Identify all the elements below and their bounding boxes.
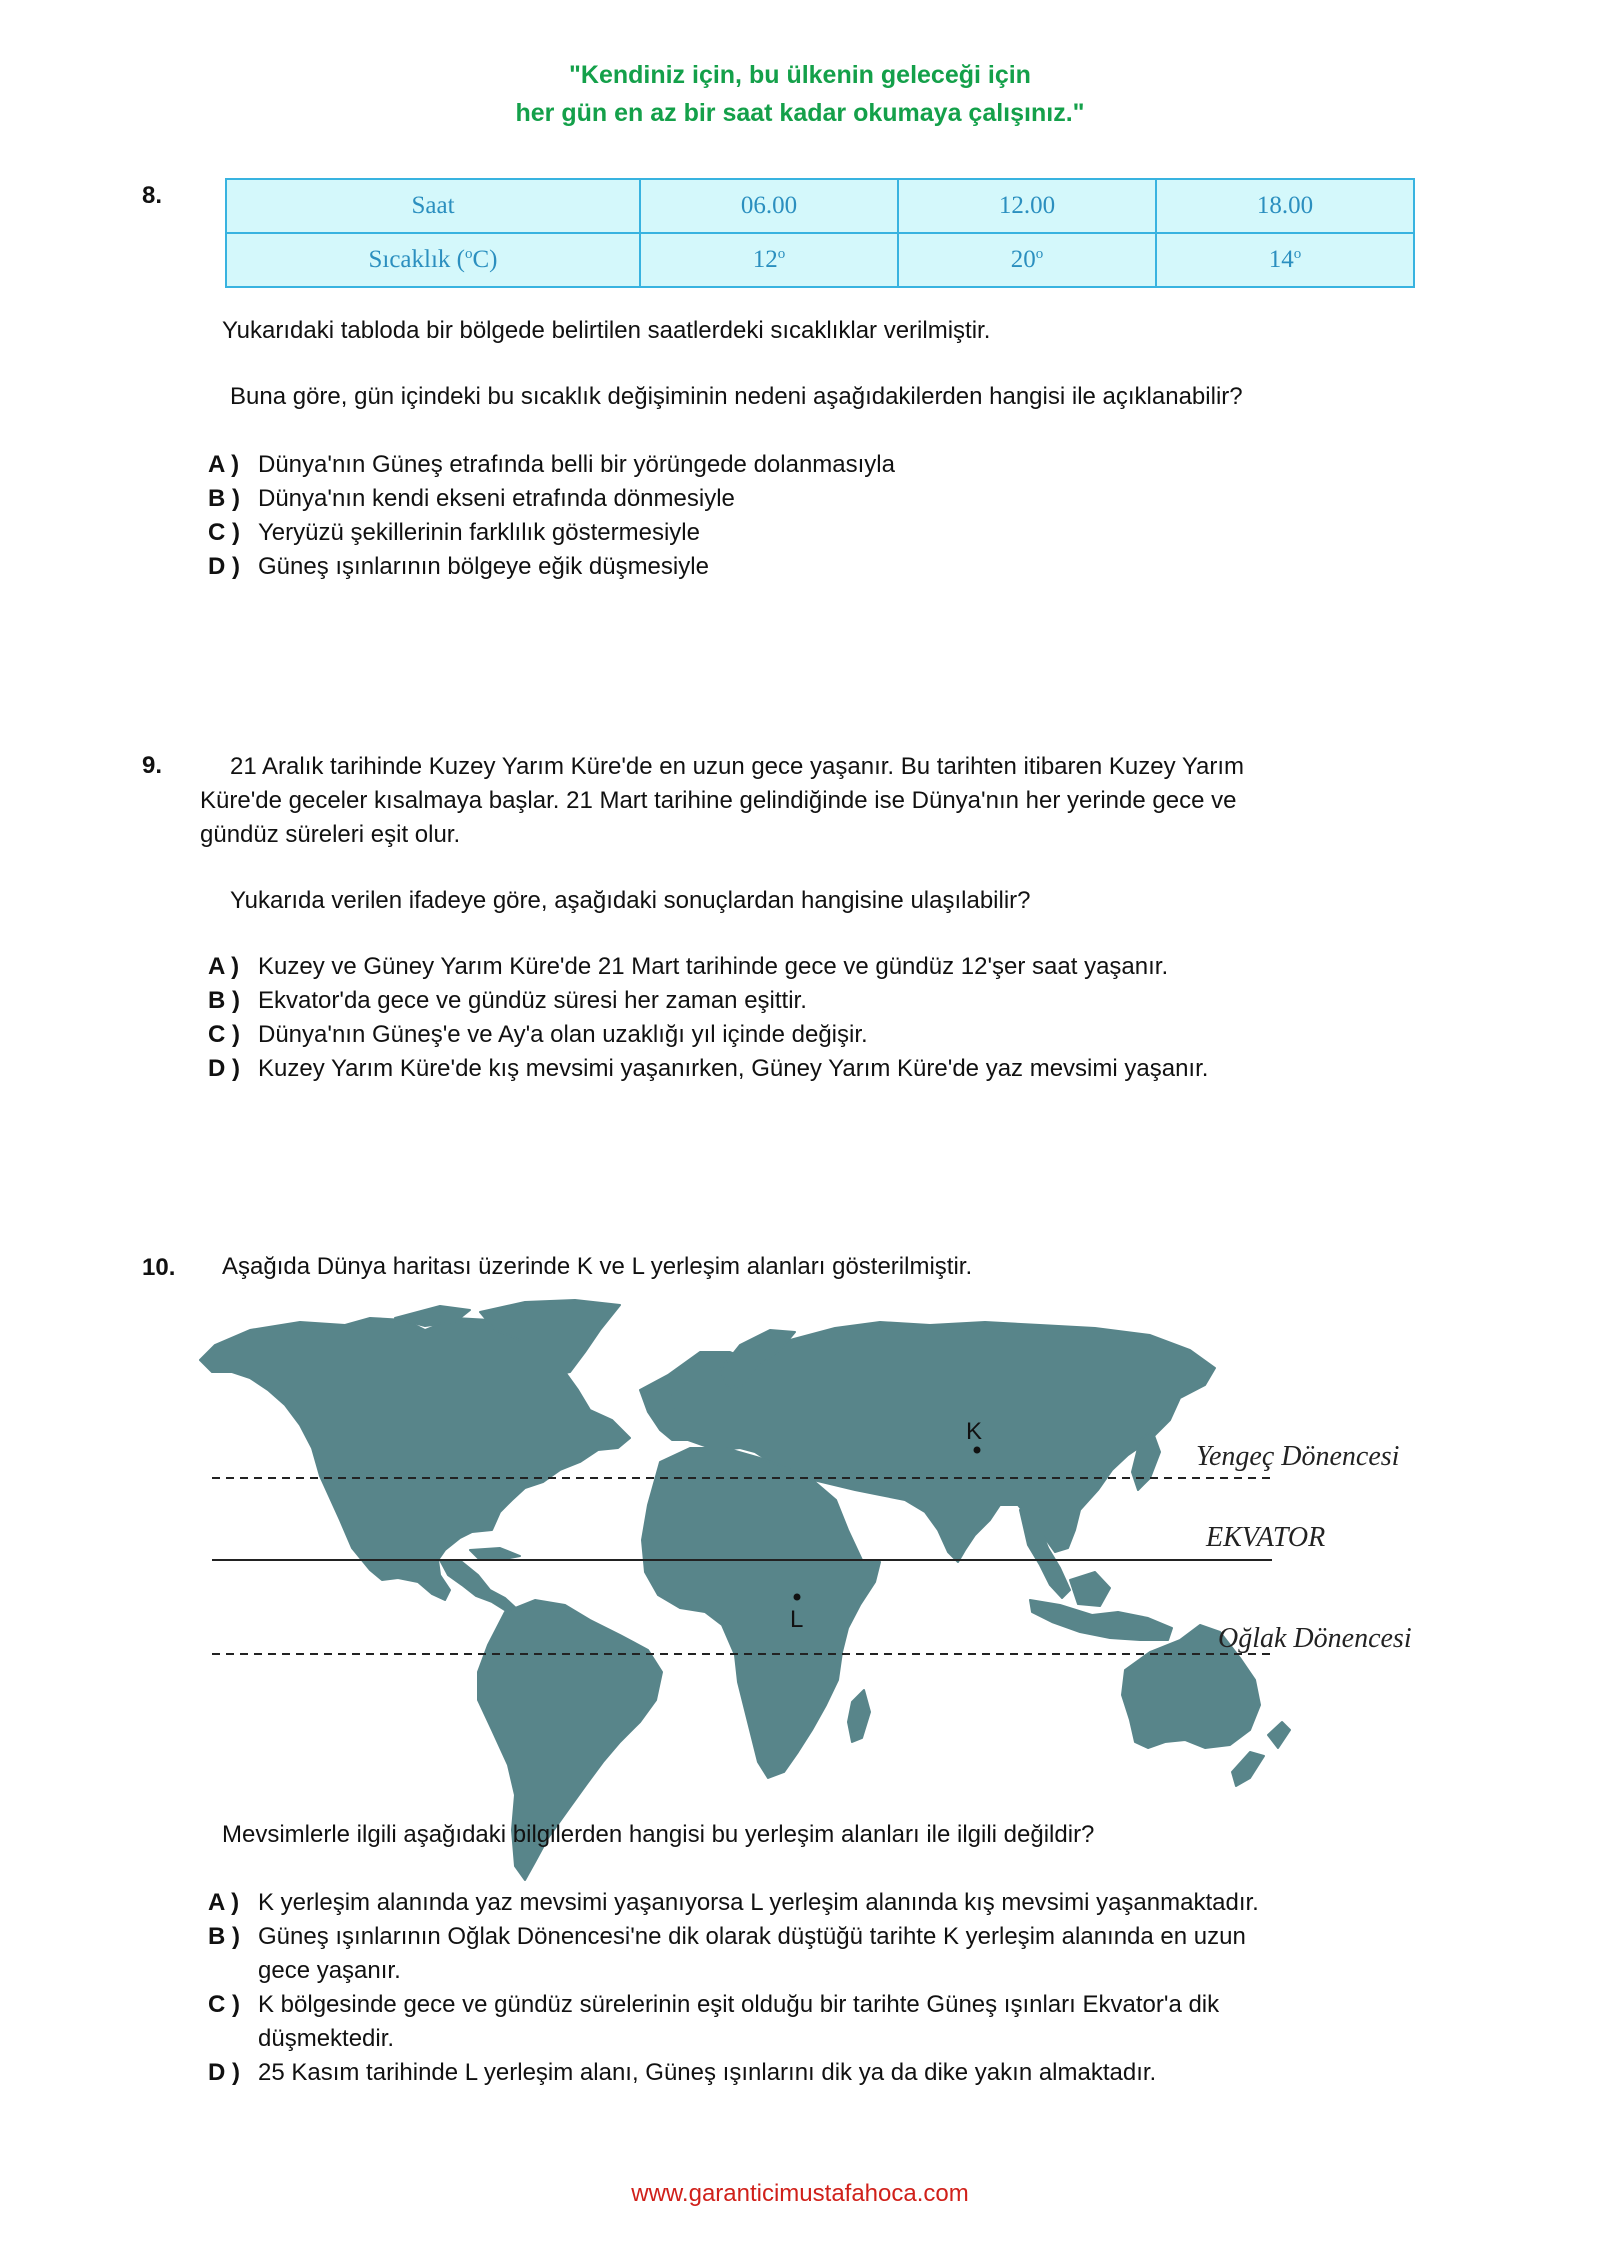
option-letter: A )	[208, 953, 240, 980]
question-9-paragraph-line-3: gündüz süreleri eşit olur.	[200, 821, 461, 848]
question-9-paragraph-line-2: Küre'de geceler kısalmaya başlar. 21 Mart tarihine gelindiğinde ise Dünya'nın her yerinde gece ve	[200, 787, 1237, 814]
temperature-value: 12	[752, 246, 778, 273]
option-text-continued: gece yaşanır.	[258, 1957, 401, 1984]
option-letter: A )	[208, 1889, 240, 1916]
option-text: Güneş ışınlarının Oğlak Dönencesi'ne dik olarak düştüğü tarihte K yerleşim alanında en uzun	[258, 1923, 1246, 1950]
degree-symbol: o	[1035, 246, 1044, 262]
question-9-prompt: Yukarıda verilen ifadeye göre, aşağıdaki sonuçlardan hangisine ulaşılabilir?	[230, 887, 1031, 914]
question-10-option-b[interactable]	[208, 1920, 1458, 1988]
degree-symbol: o	[1293, 246, 1302, 262]
question-10-prompt: Mevsimlerle ilgili aşağıdaki bilgilerden hangisi bu yerleşim alanları ile ilgili değildir?	[222, 1821, 1095, 1848]
question-8-prompt: Buna göre, gün içindeki bu sıcaklık değişiminin nedeni aşağıdakilerden hangisi ile açıklanabilir?	[230, 383, 1243, 410]
option-text: 25 Kasım tarihinde L yerleşim alanı, Güneş ışınlarını dik ya da dike yakın almaktadır.	[258, 2059, 1157, 2086]
new-zealand-shape	[1268, 1722, 1290, 1748]
temperature-value: 14	[1268, 246, 1294, 273]
point-l-label: L	[790, 1606, 804, 1633]
option-letter: D )	[208, 553, 240, 580]
table-cell: Saat	[226, 179, 640, 233]
option-letter: C )	[208, 1021, 240, 1048]
option-text: Yeryüzü şekillerinin farklılık göstermesiyle	[258, 519, 700, 546]
table-cell: 12.00	[898, 179, 1156, 233]
question-10-number: 10.	[142, 1254, 176, 1281]
question-9-number: 9.	[142, 752, 163, 779]
motto-line-2: her gün en az bir saat kadar okumaya çalışınız."	[515, 99, 1085, 127]
option-text: Dünya'nın kendi ekseni etrafında dönmesiyle	[258, 485, 735, 512]
point-l-marker	[794, 1594, 801, 1601]
footer-website-link[interactable]: www.garanticimustafahoca.com	[631, 2180, 969, 2207]
new-zealand-shape	[1232, 1752, 1264, 1786]
landmass	[200, 1300, 1290, 1880]
option-text: Güneş ışınlarının bölgeye eğik düşmesiyle	[258, 553, 709, 580]
table-cell: 06.00	[640, 179, 898, 233]
option-text: K yerleşim alanında yaz mevsimi yaşanıyorsa L yerleşim alanında kış mevsimi yaşanmaktadır.	[258, 1889, 1259, 1916]
option-letter: C )	[208, 1991, 240, 2018]
option-letter: D )	[208, 2059, 240, 2086]
option-text: Ekvator'da gece ve gündüz süresi her zaman eşittir.	[258, 987, 807, 1014]
question-8-number: 8.	[142, 182, 163, 209]
option-text: Kuzey ve Güney Yarım Küre'de 21 Mart tarihinde gece ve gündüz 12'şer saat yaşanır.	[258, 953, 1169, 980]
africa-shape	[642, 1448, 880, 1778]
equator-label: EKVATOR	[1206, 1522, 1326, 1553]
question-10-option-c[interactable]	[208, 1988, 1458, 2056]
table-cell: 18.00	[1156, 179, 1414, 233]
central-america-shape	[440, 1560, 518, 1612]
degree-symbol: o	[777, 246, 786, 262]
borneo-shape	[1070, 1572, 1110, 1606]
option-letter: A )	[208, 451, 240, 478]
temperature-unit: C)	[472, 246, 498, 273]
option-text: Dünya'nın Güneş etrafında belli bir yörüngede dolanmasıyla	[258, 451, 895, 478]
option-letter: D )	[208, 1055, 240, 1082]
temperature-label: Sıcaklık (	[368, 246, 465, 273]
option-letter: B )	[208, 485, 240, 512]
degree-symbol: o	[465, 246, 473, 262]
point-k-label: K	[966, 1418, 983, 1445]
option-letter: C )	[208, 519, 240, 546]
option-text: Dünya'nın Güneş'e ve Ay'a olan uzaklığı yıl içinde değişir.	[258, 1021, 868, 1048]
cuba-shape	[470, 1548, 520, 1560]
tropic-of-cancer-label: Yengeç Dönencesi	[1196, 1441, 1400, 1472]
question-8-intro: Yukarıdaki tabloda bir bölgede belirtilen saatlerdeki sıcaklıklar verilmiştir.	[222, 317, 991, 344]
option-letter: B )	[208, 987, 240, 1014]
option-letter: B )	[208, 1923, 240, 1950]
question-10-intro: Aşağıda Dünya haritası üzerinde K ve L yerleşim alanları gösterilmiştir.	[222, 1253, 973, 1280]
tropic-of-capricorn-label: Oğlak Dönencesi	[1218, 1623, 1412, 1654]
motto-line-1: "Kendiniz için, bu ülkenin geleceği için	[569, 61, 1031, 89]
option-text: K bölgesinde gece ve gündüz sürelerinin eşit olduğu bir tarihte Güneş ışınları Ekvator'a dik	[258, 1991, 1220, 2018]
option-text-continued: düşmektedir.	[258, 2025, 395, 2052]
option-text: Kuzey Yarım Küre'de kış mevsimi yaşanırken, Güney Yarım Küre'de yaz mevsimi yaşanır.	[258, 1055, 1209, 1082]
temperature-value: 20	[1010, 246, 1036, 273]
point-k-marker	[974, 1447, 981, 1454]
question-9-paragraph-line-1: 21 Aralık tarihinde Kuzey Yarım Küre'de en uzun gece yaşanır. Bu tarihten itibaren Kuzey Yarım	[230, 753, 1245, 780]
madagascar-shape	[848, 1690, 870, 1742]
